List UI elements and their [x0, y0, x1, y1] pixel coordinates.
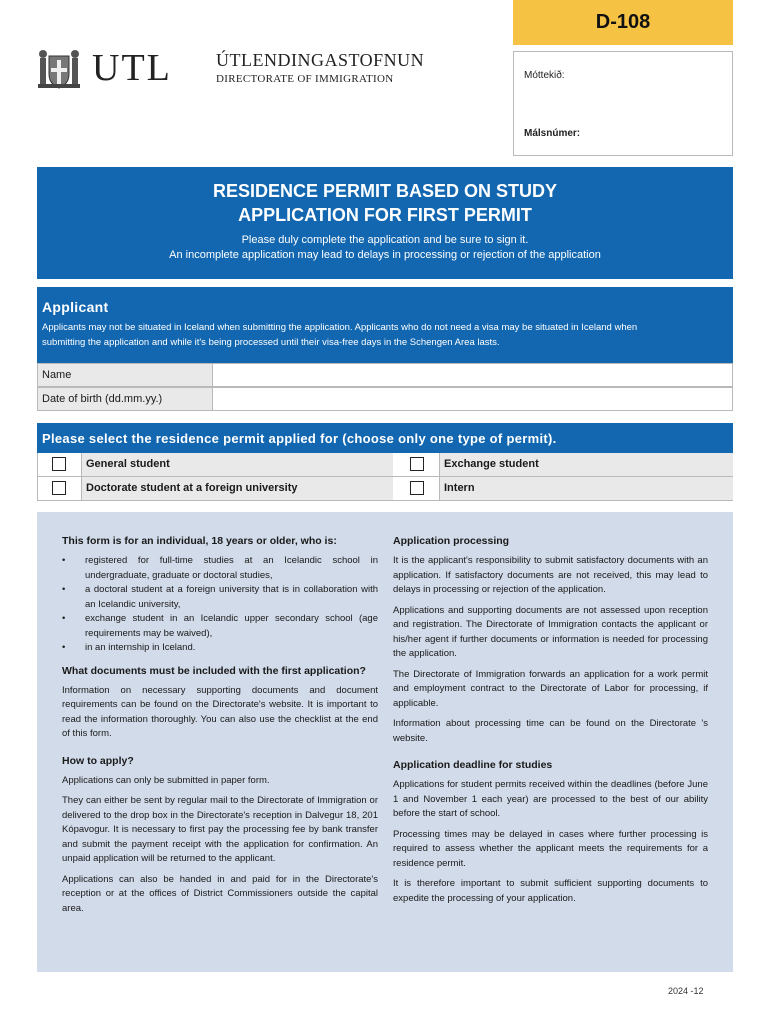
deadline-text-3: It is therefore important to submit sufficient supporting documents to expedite the processing of your application.: [393, 878, 708, 904]
utl-logo-text: UTL: [92, 47, 172, 89]
applicant-description-1: Applicants may not be situated in Iceland when submitting the application. Applicants who do not need a visa may be situated in Iceland when: [42, 322, 638, 333]
info-left-column: [62, 534, 378, 922]
info-panel: [37, 512, 733, 972]
permit-section-header: [37, 423, 733, 453]
how-to-apply-heading: How to apply?: [62, 754, 134, 767]
eligibility-list: [62, 554, 378, 656]
permit-row-1: [37, 453, 733, 477]
case-number-label: Málsnúmer:: [524, 128, 581, 139]
documents-heading: What documents must be included with the first application?: [62, 664, 366, 677]
form-code-badge: D-108: [513, 0, 733, 45]
dob-input[interactable]: [214, 388, 732, 410]
name-input[interactable]: [214, 364, 732, 386]
general-student-label: General student: [81, 453, 393, 476]
received-label: Móttekið:: [524, 70, 565, 81]
deadline-heading: Application deadline for studies: [393, 759, 553, 771]
documents-text: Information on necessary supporting documents and document requirements can be found on the Directorate's website. It is important to read the information thoroughly. You can also use the checklist at the end of this form.: [62, 684, 378, 739]
applicant-section-header: [37, 287, 733, 363]
eligibility-item: • exchange student in an Icelandic upper secondary school (age requirements may be waived),: [62, 612, 378, 641]
processing-heading: Application processing: [393, 535, 510, 547]
processing-text-1: It is the applicant's responsibility to submit satisfactory documents with an application. If satisfactory documents are not received, this may lead to delays in processing or rejection of the application.: [393, 555, 708, 595]
dob-label: Date of birth (dd.mm.yy.): [38, 388, 213, 410]
form-instruction-2: An incomplete application may lead to delays in processing or rejection of the application: [169, 249, 601, 261]
deadline-text-2: Processing times may be delayed in cases where further processing is required to assess whether the applicant meets the requirements for a residence permit.: [393, 828, 708, 869]
agency-name: ÚTLENDINGASTOFNUN: [216, 50, 425, 70]
how-to-apply-text-2: They can either be sent by regular mail to the Directorate of Immigration or delivered to the drop box in the Directorate's reception in Dalvegur 18, 201 Kópavogur. It is necessary to first pay the processing fee by bank transfer and submit the payment receipt with the application for confirmation. An unpaid application will be returned to the applicant.: [62, 795, 378, 864]
processing-text-4: Information about processing time can be found on the Directorate 's website.: [393, 718, 708, 744]
coat-of-arms-logo: [36, 46, 82, 90]
form-title-line2: APPLICATION FOR FIRST PERMIT: [238, 205, 532, 225]
eligibility-heading: This form is for an individual, 18 years or older, who is:: [62, 535, 337, 547]
dob-row: [37, 387, 733, 411]
permit-row-2: [37, 477, 733, 501]
permit-heading: Please select the residence permit applied for (choose only one type of permit).: [42, 431, 557, 446]
applicant-heading: Applicant: [42, 299, 109, 315]
exchange-student-label: Exchange student: [439, 453, 733, 476]
eligibility-item: • in an internship in Iceland.: [62, 641, 378, 656]
deadline-text-1: Applications for student permits received within the deadlines (before June 1 and November 1 each year) are processed to the best of our ability before the start of school.: [393, 779, 708, 819]
title-band: [37, 167, 733, 279]
name-label: Name: [38, 364, 213, 386]
eligibility-item: • registered for full-time studies at an Icelandic school in undergraduate, graduate or doctoral studies,: [62, 554, 378, 583]
agency-subtitle: DIRECTORATE OF IMMIGRATION: [216, 73, 394, 85]
doctorate-student-label: Doctorate student at a foreign university: [81, 477, 393, 500]
info-right-column: [393, 534, 708, 912]
office-use-box: [513, 51, 733, 156]
general-student-checkbox[interactable]: [52, 457, 66, 471]
how-to-apply-text-3: Applications can also be handed in and paid for in the Directorate's reception or at the offices of District Commissioners outside the capital area.: [62, 873, 378, 914]
form-title-line1: RESIDENCE PERMIT BASED ON STUDY: [212, 181, 558, 201]
doctorate-student-checkbox[interactable]: [52, 481, 66, 495]
form-instruction-1: Please duly complete the application and be sure to sign it.: [241, 234, 529, 246]
intern-label: Intern: [439, 477, 733, 500]
name-row: [37, 363, 733, 387]
applicant-description-2: submitting the application and while it's being processed until their visa-free days in the Schengen Area lasts.: [42, 337, 500, 348]
intern-checkbox[interactable]: [410, 481, 424, 495]
eligibility-item: • a doctoral student at a foreign university that is in collaboration with an Icelandic university,: [62, 583, 378, 612]
exchange-student-checkbox[interactable]: [410, 457, 424, 471]
form-version: 2024 -12: [668, 986, 704, 996]
processing-text-2: Applications and supporting documents are not assessed upon reception and registration. The Directorate of Immigration contacts the applicant or his/her agent if further documents or information is needed for processing the application.: [393, 604, 708, 659]
how-to-apply-text-1: Applications can only be submitted in paper form.: [62, 774, 270, 786]
processing-text-3: The Directorate of Immigration forwards an application for a work permit and employment contract to the Directorate of Labor for processing, if applicable.: [393, 668, 708, 709]
